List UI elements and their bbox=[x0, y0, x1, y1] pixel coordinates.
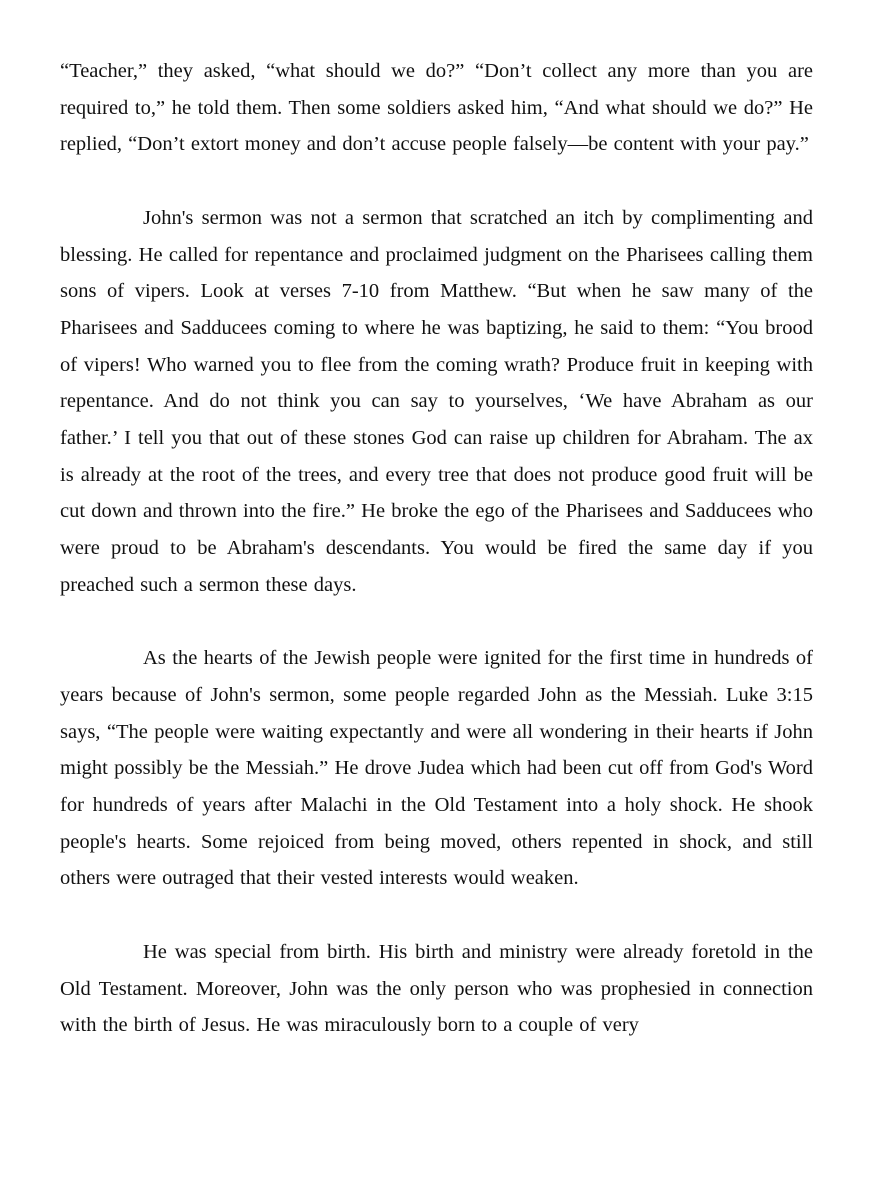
document-page bbox=[60, 53, 813, 1044]
paragraph-special-from-birth: He was special from birth. His birth and ministry were already foretold in the Old Testament. Moreover, John was the only person who was prophesied in connection with the birth of Jesus. He was miraculously born to a couple of very bbox=[60, 940, 813, 1037]
paragraph-luke-quote: “Teacher,” they asked, “what should we do?” “Don’t collect any more than you are required to,” he told them. Then some soldiers asked him, “And what should we do?” He replied, “Don’t extort money and don’t accuse people falsely—be content with your pay.” bbox=[60, 60, 813, 156]
paragraph-hearts-ignited: As the hearts of the Jewish people were ignited for the first time in hundreds of years because of John's sermon, some people regarded John as the Messiah. Luke 3:15 says, “The people were waiting expectantly and were all wondering in their hearts if John might possibly be the Messiah.” He drove Judea which had been cut off from God's Word for hundreds of years after Malachi in the Old Testament into a holy shock. He shook people's hearts. Some rejoiced from being moved, others repented in shock, and still others were outraged that their vested interests would weaken. bbox=[60, 647, 813, 890]
paragraph-johns-sermon: John's sermon was not a sermon that scratched an itch by complimenting and blessing. He called for repentance and proclaimed judgment on the Pharisees calling them sons of vipers. Look at verses 7-10 from Matthew. “But when he saw many of the Pharisees and Sadducees coming to where he was baptizing, he said to them: “You brood of vipers! Who warned you to flee from the coming wrath? Produce fruit in keeping with repentance. And do not think you can say to yourselves, ‘We have Abraham as our father.’ I tell you that out of these stones God can raise up children for Abraham. The ax is already at the root of the trees, and every tree that does not produce good fruit will be cut down and thrown into the fire.” He broke the ego of the Pharisees and Sadducees who were proud to be Abraham's descendants. You would be fired the same day if you preached such a sermon these days. bbox=[60, 206, 813, 596]
